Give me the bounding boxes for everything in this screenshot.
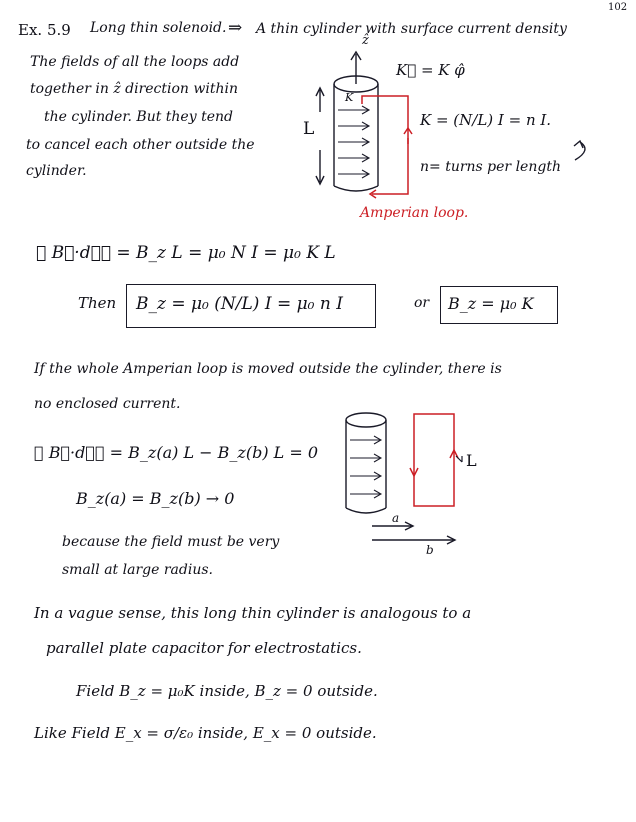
length-L-label: L	[303, 119, 315, 139]
ampere-law-equation: ∮ B⃗·dℓ⃗ = B_z L = μ₀ N I = μ₀ K L	[36, 243, 336, 263]
reason-line-1: because the field must be very	[62, 534, 280, 550]
intro-line-1: The fields of all the loops add	[30, 54, 240, 70]
solenoid-cylinder-2	[346, 413, 455, 544]
field-comparison-line: Field B_z = μ₀K inside, B_z = 0 outside.	[76, 682, 378, 700]
example-label: Ex. 5.9	[18, 21, 71, 39]
boxed-equation-1: B_z = μ₀ (N/L) I = μ₀ n I	[136, 294, 343, 314]
like-field-line: Like Field E_x = σ/ε₀ inside, E_x = 0 outside.	[34, 724, 377, 742]
z-hat-label: ẑ	[362, 33, 369, 48]
K-vector-label: K⃗ = K φ̂	[396, 61, 465, 79]
amperian-loop-2	[410, 414, 458, 506]
intro-line-4: to cancel each other outside the	[26, 137, 255, 153]
intro-line-3: the cylinder. But they tend	[44, 109, 233, 125]
header-topic: Long thin solenoid.	[90, 20, 227, 36]
reason-line-2: small at large radius.	[62, 562, 213, 578]
K-label: K	[345, 91, 354, 104]
amperian-loop-1	[362, 96, 412, 198]
or-label: or	[414, 295, 430, 311]
intro-line-5: cylinder.	[26, 163, 87, 179]
outside-loop-equation: ∮ B⃗·dℓ⃗ = B_z(a) L − B_z(b) L = 0	[34, 443, 319, 462]
intro-line-2: together in ẑ direction within	[30, 81, 238, 97]
radius-b-label: b	[426, 543, 434, 557]
outside-limit-equation: B_z(a) = B_z(b) → 0	[76, 489, 235, 508]
page-number: 102	[608, 2, 628, 13]
outside-line-2: no enclosed current.	[34, 396, 181, 412]
radius-a-label: a	[392, 511, 400, 525]
implies-arrow: ⇒	[228, 18, 243, 38]
figure2-L-label: L	[466, 451, 477, 470]
amperian-loop-label: Amperian loop.	[360, 205, 469, 221]
outside-line-1: If the whole Amperian loop is moved outside the cylinder, there is	[34, 361, 502, 377]
analogy-line-1: In a vague sense, this long thin cylinder is analogous to a	[34, 604, 472, 622]
then-label: Then	[78, 294, 117, 312]
boxed-equation-2: B_z = μ₀ K	[448, 294, 534, 313]
n-definition: n= turns per length	[420, 159, 561, 175]
header-summary: A thin cylinder with surface current density	[256, 21, 567, 37]
analogy-line-2: parallel plate capacitor for electrostatics.	[46, 639, 362, 657]
K-equation: K = (N/L) I = n I.	[420, 111, 552, 129]
